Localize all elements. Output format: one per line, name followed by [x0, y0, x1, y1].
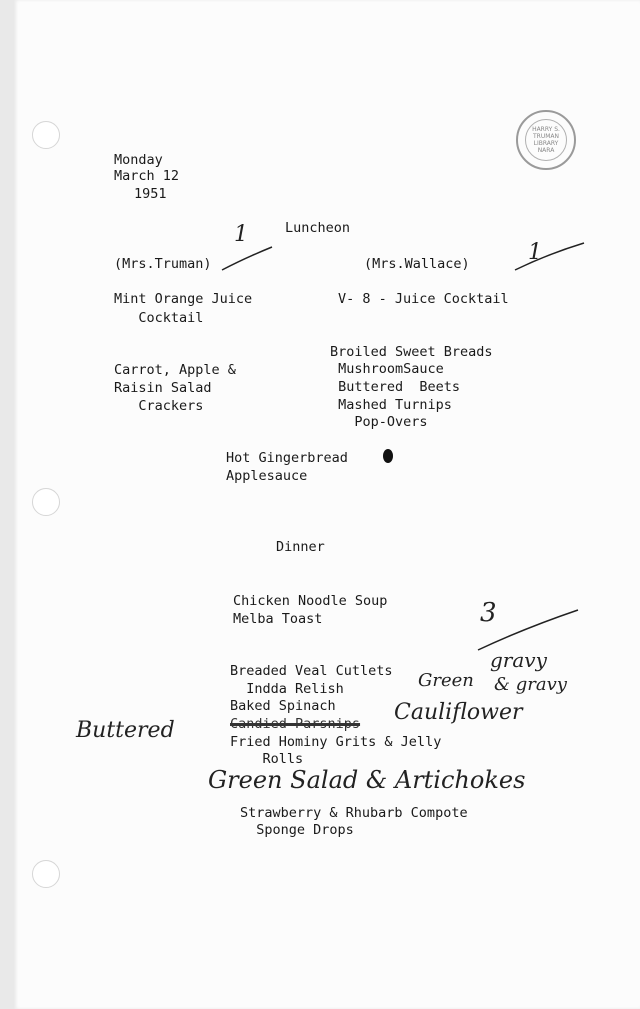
right-menu-item: MushroomSauce — [330, 361, 444, 377]
left-menu-item: Mint Orange Juice — [114, 291, 253, 307]
date-label: March 12 — [114, 168, 180, 184]
dinner-menu-item: Fried Hominy Grits & Jelly — [230, 734, 442, 750]
binder-hole — [32, 121, 60, 149]
year-label: 1951 — [134, 186, 167, 202]
right-menu-item: Mashed Turnips — [330, 397, 452, 413]
luncheon-heading: Luncheon — [285, 220, 351, 236]
dinner-menu-item: Chicken Noodle Soup — [233, 593, 388, 609]
dinner-menu-item: Melba Toast — [233, 611, 323, 627]
dinner-heading: Dinner — [276, 539, 325, 555]
binder-hole — [32, 488, 60, 516]
day-label: Monday — [114, 152, 163, 168]
dinner-menu-item: Rolls — [230, 751, 304, 767]
right-menu-item: Pop-Overs — [330, 414, 428, 430]
handwritten-green: Green — [418, 670, 474, 691]
handwritten-gravy: gravy — [490, 648, 547, 672]
dinner-menu-item: Strawberry & Rhubarb Compote — [240, 805, 468, 821]
right-check-mark: 1 — [528, 240, 542, 265]
shared-menu-item: Applesauce — [226, 468, 308, 484]
handwritten-gravy-second: & gravy — [494, 674, 567, 695]
dinner-count-mark: 3 — [480, 598, 497, 628]
dinner-menu-item: Breaded Veal Cutlets — [230, 663, 393, 679]
right-menu-item: Broiled Sweet Breads — [330, 344, 493, 360]
dinner-menu-item: Baked Spinach — [230, 698, 336, 714]
stamp-text: HARRY S. TRUMAN LIBRARY NARA — [532, 126, 560, 154]
shared-menu-item: Hot Gingerbread — [226, 450, 348, 466]
left-menu-item: Cocktail — [114, 310, 204, 326]
dinner-menu-item: Indda Relish — [230, 681, 344, 697]
left-menu-item: Carrot, Apple & — [114, 362, 236, 378]
struck-menu-item: Candied Parsnips — [230, 716, 361, 732]
handwritten-buttered: Buttered — [76, 718, 175, 743]
binder-hole — [32, 860, 60, 888]
dinner-menu-item: Sponge Drops — [240, 822, 354, 838]
handwritten-salad: Green Salad & Artichokes — [208, 766, 526, 794]
left-diner-name: (Mrs.Truman) — [114, 256, 212, 272]
left-check-mark: 1 — [234, 222, 248, 247]
handwritten-cauliflower: Cauliflower — [394, 700, 523, 725]
left-menu-item: Raisin Salad — [114, 380, 212, 396]
right-menu-item: V- 8 - Juice Cocktail — [338, 291, 509, 307]
right-diner-name: (Mrs.Wallace) — [364, 256, 470, 272]
right-menu-item: Buttered Beets — [330, 379, 461, 395]
left-menu-item: Crackers — [114, 398, 204, 414]
archive-stamp — [516, 110, 576, 170]
